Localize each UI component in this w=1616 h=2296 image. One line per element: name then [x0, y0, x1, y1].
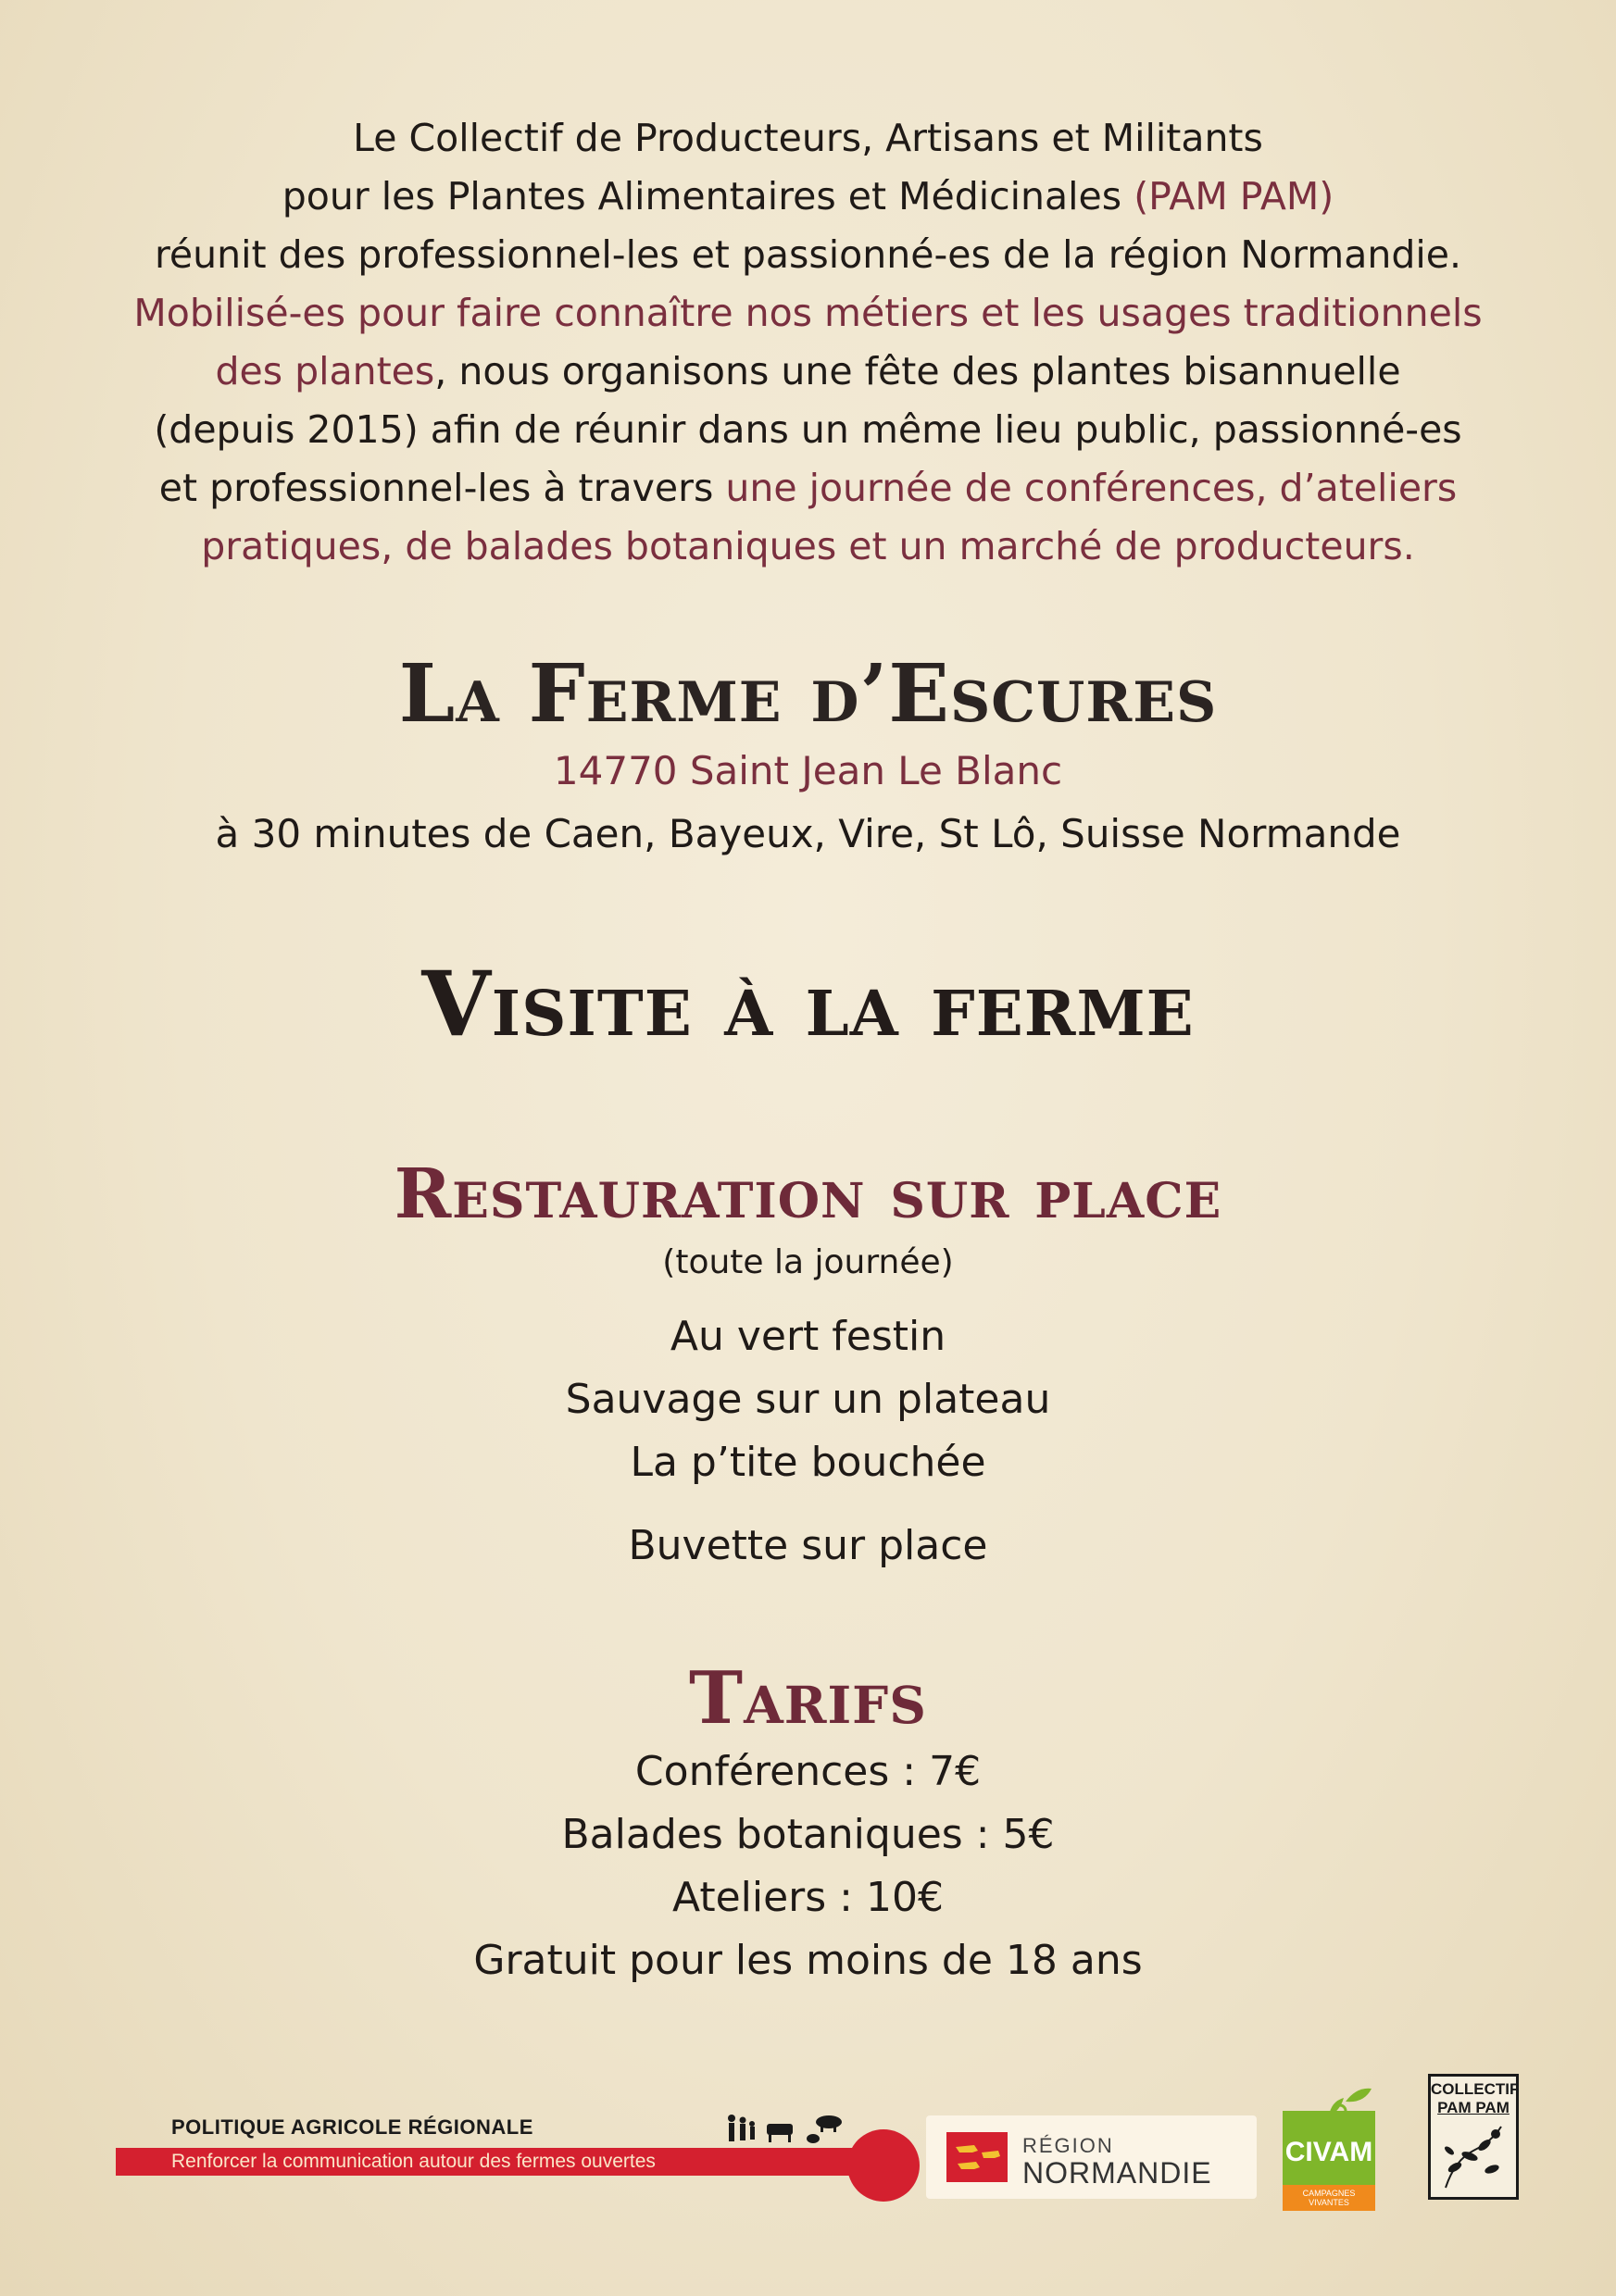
normandy-flag-icon [946, 2132, 1008, 2182]
civam-logo [1283, 2083, 1375, 2213]
region-label: RÉGION [1022, 2134, 1114, 2157]
pampam-name: PAM PAM [1437, 2099, 1510, 2116]
politique-title: POLITIQUE AGRICOLE RÉGIONALE [171, 2115, 533, 2139]
restauration-item: Au vert festin [670, 1313, 946, 1360]
tarif-item: Conférences : 7€ [634, 1748, 982, 1795]
pampam-label: COLLECTIF [1431, 2080, 1520, 2098]
restauration-title: Restauration sur place [394, 1154, 1222, 1234]
farm-distance: à 30 minutes de Caen, Bayeux, Vire, St Lô, Suisse Normande [215, 811, 1401, 856]
civam-label: CIVAM [1284, 2137, 1373, 2167]
farm-figures-icon [722, 2111, 852, 2148]
region-normandie-logo [926, 2115, 1257, 2199]
farm-address: 14770 Saint Jean Le Blanc [553, 748, 1063, 793]
restauration-subtitle: (toute la journée) [662, 1243, 954, 1281]
farm-title: La Ferme d’Escures [398, 647, 1218, 741]
intro-line: pratiques, de balades botaniques et un marché de producteurs. [201, 524, 1415, 568]
restauration-item: La p’tite bouchée [630, 1439, 986, 1486]
politique-agricole-logo [116, 2111, 912, 2213]
plants-illustration-icon [1436, 2123, 1510, 2190]
tarif-item: Balades botaniques : 5€ [561, 1811, 1055, 1858]
intro-line [0, 343, 1616, 401]
tarif-item: Gratuit pour les moins de 18 ans [473, 1937, 1143, 1984]
intro-line [0, 459, 1616, 518]
intro-text: , nous organisons une fête des plantes bisannuelle [434, 349, 1401, 393]
politique-dot-icon [847, 2129, 920, 2202]
intro-highlight: une journée de conférences, d’ateliers [725, 466, 1458, 510]
intro-highlight: (PAM PAM) [1134, 174, 1334, 218]
intro-highlight: des plantes [215, 349, 435, 393]
tarifs-title: Tarifs [689, 1656, 927, 1741]
restauration-item: Sauvage sur un plateau [565, 1376, 1051, 1423]
intro-line: (depuis 2015) afin de réunir dans un même lieu public, passionné-es [154, 407, 1462, 452]
intro-text: pour les Plantes Alimentaires et Médicinales [282, 174, 1134, 218]
intro-line [0, 168, 1616, 226]
intro-line: Le Collectif de Producteurs, Artisans et Militants [353, 116, 1263, 160]
region-name: NORMANDIE [1022, 2156, 1212, 2190]
civam-band [1283, 2185, 1375, 2211]
intro-line: réunit des professionnel-les et passionné-es de la région Normandie. [154, 232, 1462, 277]
intro-paragraph [0, 109, 1616, 576]
restauration-list [0, 1305, 1616, 1494]
intro-text: et professionnel-les à travers [158, 466, 726, 510]
visit-title: Visite à la ferme [421, 952, 1195, 1056]
collectif-pam-pam-logo [1428, 2074, 1519, 2200]
intro-line: Mobilisé-es pour faire connaître nos métiers et les usages traditionnels [133, 291, 1483, 335]
civam-subtitle: CAMPAGNES VIVANTES [1302, 2189, 1356, 2207]
politique-subtitle: Renforcer la communication autour des fermes ouvertes [171, 2151, 656, 2172]
tarifs-list [0, 1741, 1616, 1992]
tarif-item: Ateliers : 10€ [672, 1874, 944, 1921]
buvette-text: Buvette sur place [628, 1522, 988, 1569]
